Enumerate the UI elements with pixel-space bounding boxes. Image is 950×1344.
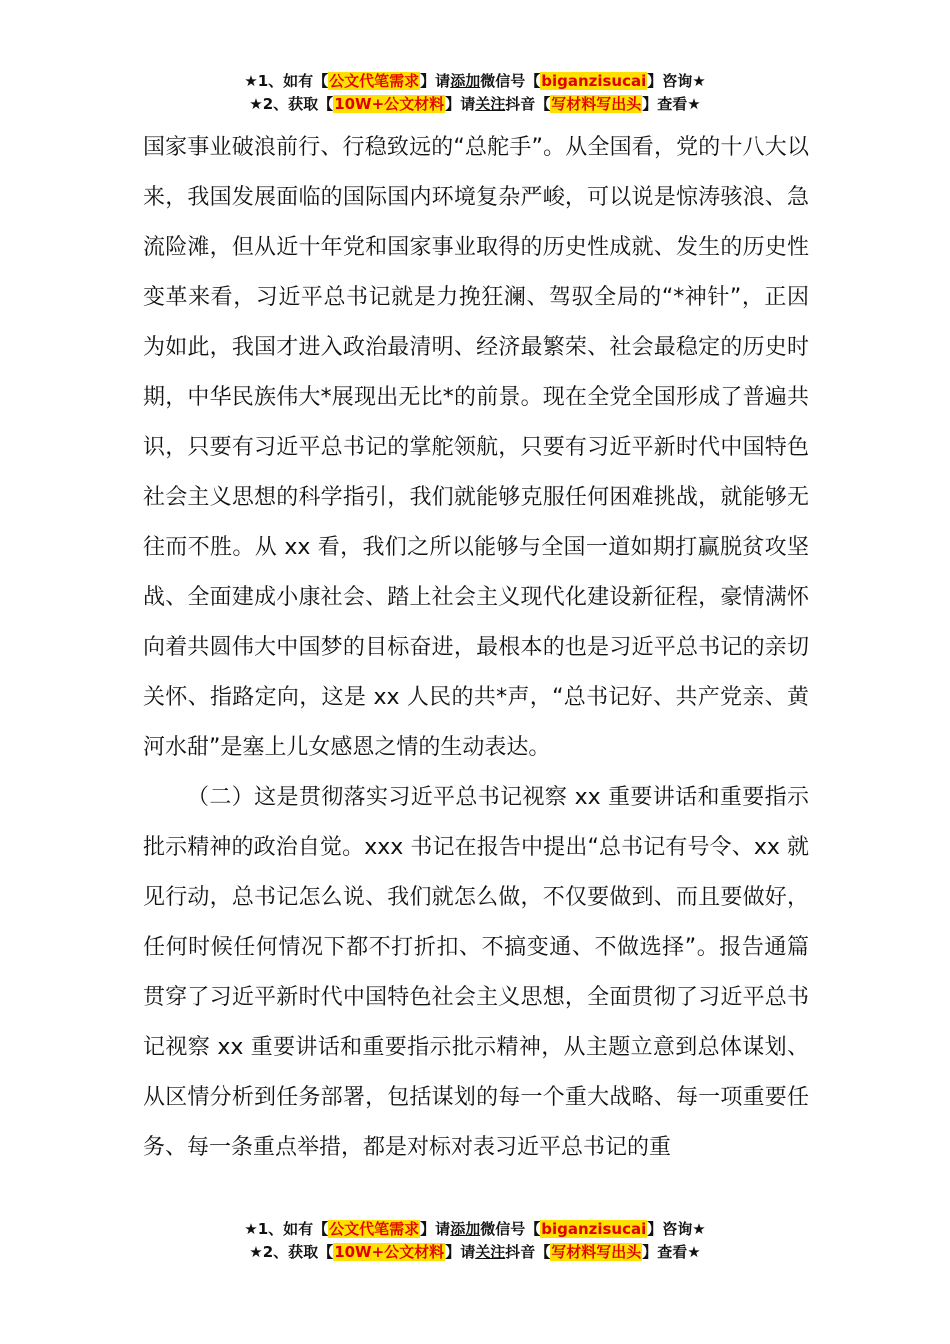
banner-text: 】咨询★ — [647, 72, 706, 90]
banner-text: 】请 — [420, 1220, 451, 1238]
underlined-text: 添加 — [450, 1220, 481, 1238]
highlight-text: 公文代笔需求 — [329, 72, 420, 90]
banner-text: 微信号【 — [480, 1220, 541, 1238]
banner-text: 抖音【 — [505, 1243, 551, 1261]
banner-text: ★1、如有【 — [244, 72, 329, 90]
douyin-id-highlight: 写材料写出头 — [551, 1243, 642, 1261]
banner-text: 】查看★ — [642, 1243, 701, 1261]
douyin-id-highlight: 写材料写出头 — [551, 95, 642, 113]
underlined-text: 关注 — [475, 1243, 506, 1261]
banner-text: 】请 — [420, 72, 451, 90]
highlight-text: 10W+公文材料 — [334, 95, 445, 113]
footer-banner — [0, 1218, 950, 1264]
header-banner — [0, 70, 950, 116]
banner-text: ★2、获取【 — [249, 1243, 334, 1261]
body-paragraph-1: 国家事业破浪前行、行稳致远的“总舵手”。从全国看，党的十八大以来，我国发展面临的国际国内环境复杂严峻，可以说是惊涛骇浪、急流险滩，但从近十年党和国家事业取得的历史性成就、发生的历史性变革来看，习近平总书记就是力挽狂澜、驾驭全局的“*神针”，正因为如此，我国才进入政治最清明、经济最繁荣、社会最稳定的历史时期，中华民族伟大*展现出无比*的前景。现在全党全国形成了普遍共识，只要有习近平总书记的掌舵领航，只要有习近平新时代中国特色社会主义思想的科学指引，我们就能够克服任何困难挑战，就能够无往而不胜。从 xx 看，我们之所以能够与全国一道如期打赢脱贫攻坚战、全面建成小康社会、踏上社会主义现代化建设新征程，豪情满怀向着共圆伟大中国梦的目标奋进，最根本的也是习近平总书记的亲切关怀、指路定向，这是 xx 人民的共*声，“总书记好、共产党亲、黄河水甜”是塞上儿女感恩之情的生动表达。 — [143, 135, 809, 760]
banner-line-1 — [0, 70, 950, 93]
wechat-id-highlight: biganzisucai — [541, 72, 647, 90]
body-paragraph-2: （二）这是贯彻落实习近平总书记视察 xx 重要讲话和重要指示批示精神的政治自觉。xxx 书记在报告中提出“总书记有号令、xx 就见行动，总书记怎么说、我们就怎么做，不仅要做到、而且要做好，任何时候任何情况下都不打折扣、不搞变通、不做选择”。报告通篇贯穿了习近平新时代中国特色社会主义思想，全面贯彻了习近平总书记视察 xx 重要讲话和重要指示批示精神，从主题立意到总体谋划、从区情分析到任务部署，包括谋划的每一个重大战略、每一项重要任务、每一条重点举措，都是对标对表习近平总书记的重 — [143, 785, 809, 1160]
banner-text: 】咨询★ — [647, 1220, 706, 1238]
underlined-text: 添加 — [450, 72, 481, 90]
highlight-text: 公文代笔需求 — [329, 1220, 420, 1238]
banner-text: 微信号【 — [480, 72, 541, 90]
banner-text: ★2、获取【 — [249, 95, 334, 113]
banner-text: 】查看★ — [642, 95, 701, 113]
banner-text: 】请 — [445, 95, 476, 113]
banner-text: 】请 — [445, 1243, 476, 1261]
highlight-text: 10W+公文材料 — [334, 1243, 445, 1261]
banner-text: ★1、如有【 — [244, 1220, 329, 1238]
banner-line-2 — [0, 93, 950, 116]
underlined-text: 关注 — [475, 95, 506, 113]
banner-line-2 — [0, 1241, 950, 1264]
banner-text: 抖音【 — [505, 95, 551, 113]
wechat-id-highlight: biganzisucai — [541, 1220, 647, 1238]
banner-line-1 — [0, 1218, 950, 1241]
document-body — [143, 123, 809, 1173]
